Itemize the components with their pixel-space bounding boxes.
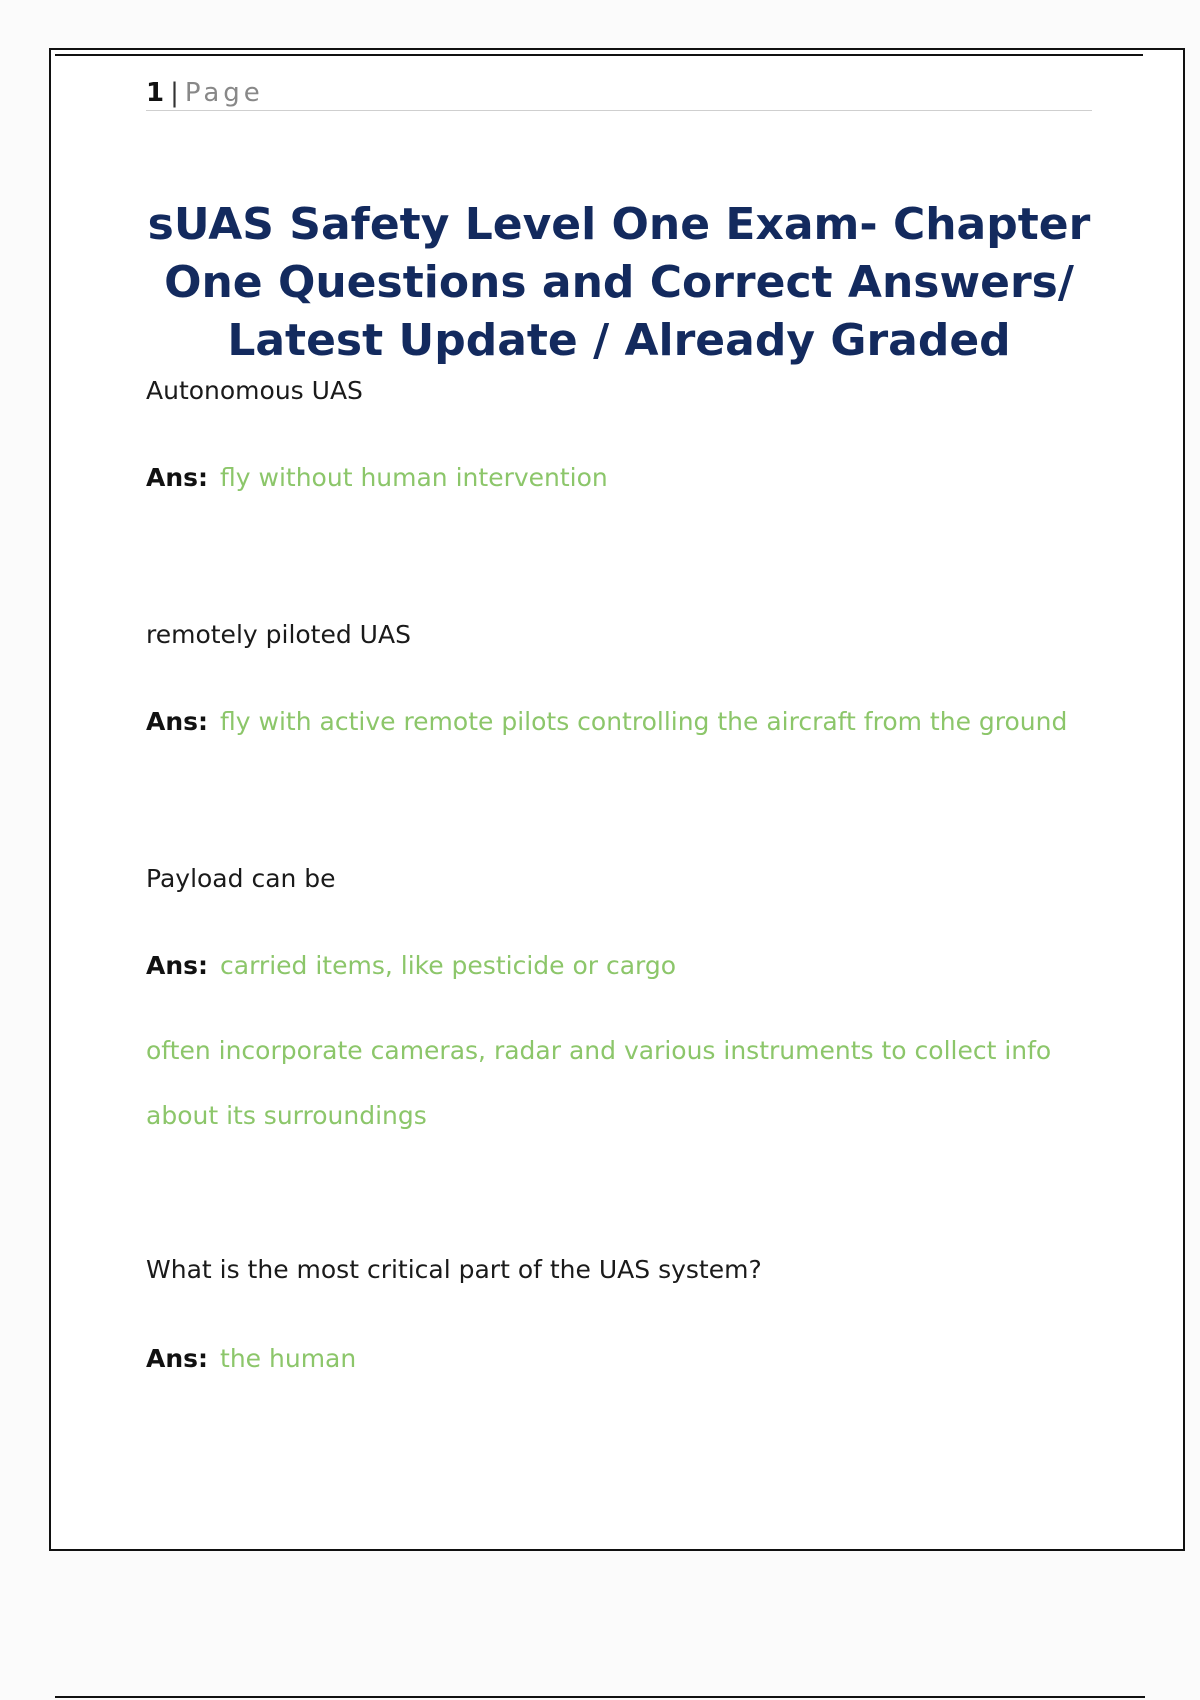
answer-label: Ans:: [146, 707, 209, 736]
answer-text: fly without human intervention: [220, 463, 608, 492]
answer-3: [146, 951, 676, 980]
answer-2: [146, 707, 1067, 736]
page-word: Page: [184, 78, 264, 108]
question-3: Payload can be: [146, 864, 336, 893]
answer-text: carried items, like pesticide or cargo: [220, 951, 677, 980]
question-2: remotely piloted UAS: [146, 620, 411, 649]
answer-label: Ans:: [146, 951, 209, 980]
question-1: Autonomous UAS: [146, 376, 363, 405]
page-separator: |: [170, 78, 179, 108]
page-header: [146, 76, 1092, 111]
answer-3-extra-line-1: often incorporate cameras, radar and various instruments to collect info: [146, 1036, 1052, 1065]
next-page-top-rule: [55, 1696, 1145, 1698]
top-rule: [55, 54, 1143, 56]
answer-3-extra-line-2: about its surroundings: [146, 1101, 427, 1130]
document-page: [49, 48, 1185, 1551]
answer-text: fly with active remote pilots controlling the aircraft from the ground: [220, 707, 1068, 736]
page-number: 1: [146, 78, 165, 108]
answer-label: Ans:: [146, 1344, 209, 1373]
question-4: What is the most critical part of the UAS system?: [146, 1255, 762, 1284]
answer-1: [146, 463, 608, 492]
document-title: sUAS Safety Level One Exam- Chapter One Questions and Correct Answers/ Latest Update / Already Graded: [147, 199, 1091, 366]
answer-text: the human: [220, 1344, 357, 1373]
answer-4: [146, 1344, 356, 1373]
answer-label: Ans:: [146, 463, 209, 492]
